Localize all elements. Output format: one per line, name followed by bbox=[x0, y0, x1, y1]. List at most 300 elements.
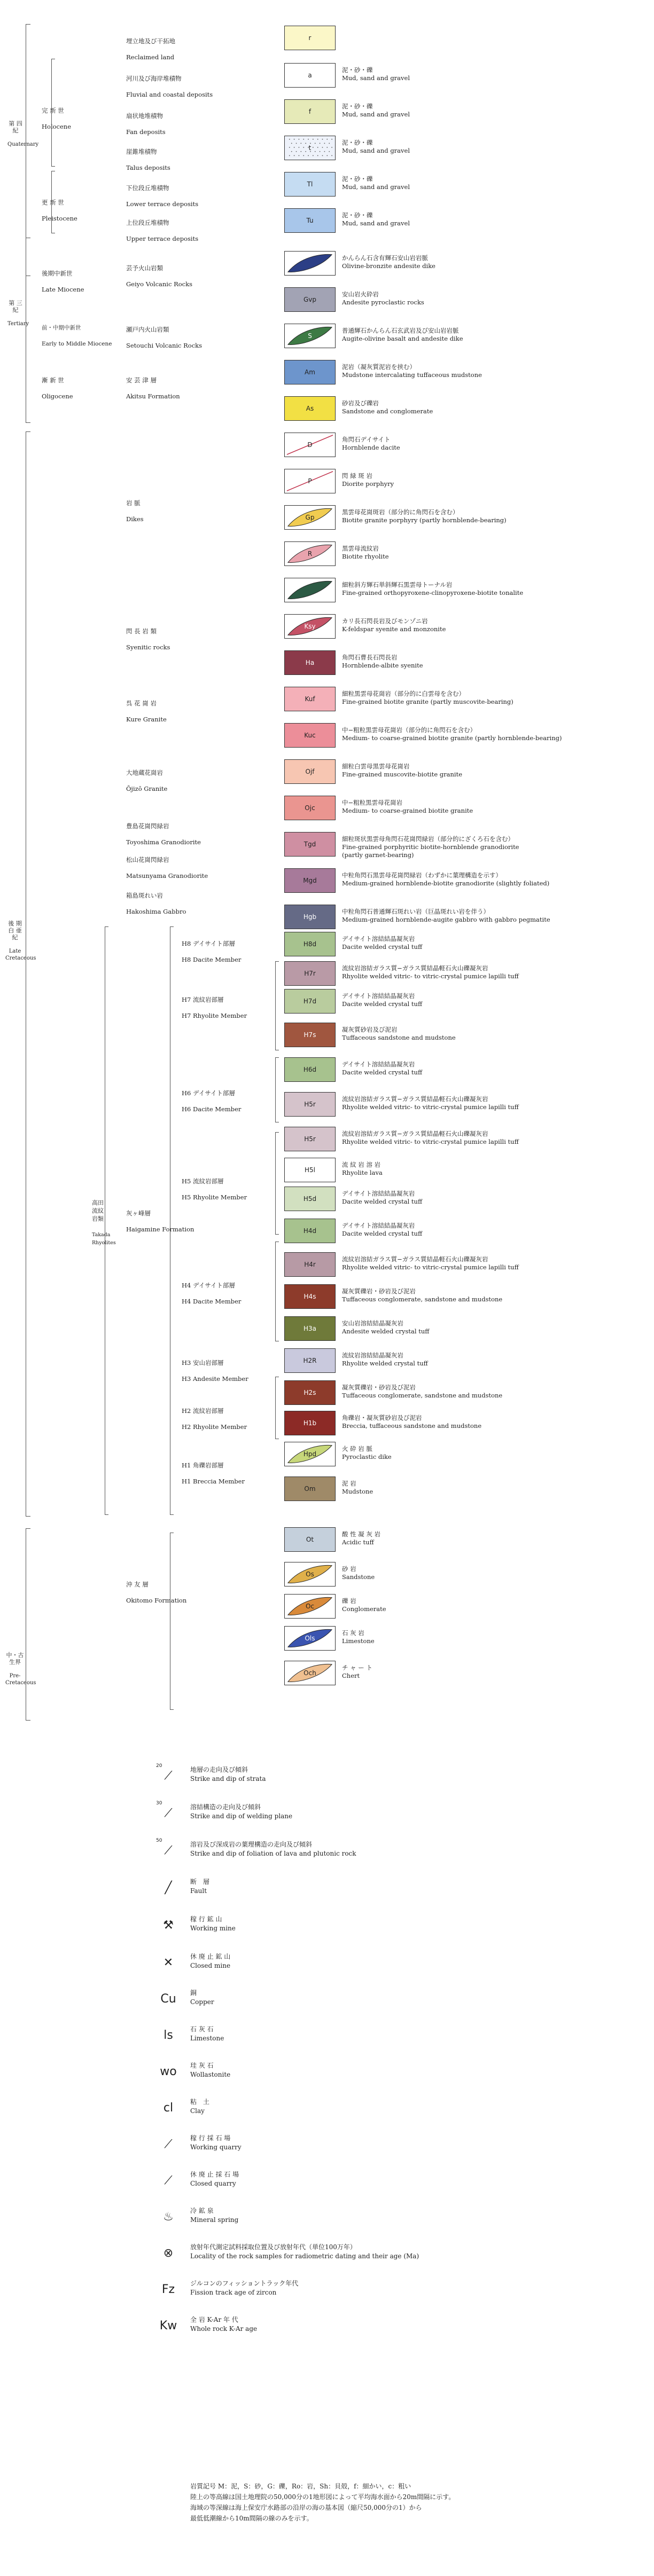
unit-code: H4r bbox=[304, 1261, 316, 1268]
unit-code: H1b bbox=[303, 1419, 317, 1427]
unit-desc-ja: 黒雲母流紋岩 bbox=[342, 545, 379, 552]
unit-swatch bbox=[284, 1252, 336, 1277]
group-akitsu bbox=[126, 368, 180, 409]
unit-swatch bbox=[284, 360, 336, 384]
unit-code: H4s bbox=[303, 1293, 316, 1300]
symbol-glyph: ✕ bbox=[163, 1955, 174, 1969]
unit-swatch bbox=[284, 396, 336, 421]
unit-code: Kuf bbox=[305, 695, 315, 703]
unit-description bbox=[342, 799, 641, 815]
symbol-glyph: cl bbox=[163, 2101, 174, 2115]
epoch-en: Pleistocene bbox=[42, 215, 77, 222]
copper-icon bbox=[155, 1985, 182, 2012]
era-en: Quaternary bbox=[7, 142, 39, 147]
unit-desc-ja: 泥・砂・礫 bbox=[342, 139, 373, 146]
unit-desc-ja: 細粒斜方輝石単斜輝石黒雲母トーナル岩 bbox=[342, 581, 453, 588]
group-syenitic bbox=[126, 619, 170, 659]
unit-desc-ja: 泥岩（凝灰質泥岩を挟む） bbox=[342, 363, 416, 371]
unit-description bbox=[342, 964, 641, 980]
unit-description bbox=[342, 1222, 641, 1238]
unit-code: As bbox=[306, 405, 314, 412]
group-en: Kure Granite bbox=[126, 716, 167, 723]
symbol-ja: 断 層 bbox=[190, 1878, 210, 1886]
unit-code: P bbox=[308, 477, 312, 485]
symbol-en: Closed mine bbox=[190, 1962, 231, 1969]
map-symbol-row bbox=[155, 1874, 604, 1906]
unit-swatch bbox=[284, 650, 336, 675]
unit-desc-ja: かんらん石含有輝石安山岩岩脈 bbox=[342, 254, 428, 262]
unit-desc-ja: 泥・砂・礫 bbox=[342, 211, 373, 219]
unit-ja: 扇状地堆積物 bbox=[126, 112, 163, 120]
symbol-description bbox=[190, 2315, 257, 2334]
symbol-glyph: ls bbox=[164, 2028, 173, 2042]
unit-swatch bbox=[284, 1380, 336, 1405]
group-geiyo bbox=[126, 256, 192, 296]
era-label-tertiary bbox=[7, 293, 29, 334]
epoch-ja: 漸 新 世 bbox=[42, 376, 64, 384]
unit-swatch bbox=[284, 1661, 336, 1685]
era-ja: 中・古生界 bbox=[6, 1652, 24, 1666]
unit-description bbox=[342, 1445, 641, 1461]
dike-lens-icon bbox=[285, 252, 335, 275]
unit-desc-en: Fine-grained biotite granite (partly muscovite-bearing) bbox=[342, 698, 513, 705]
map-symbol-row bbox=[155, 2022, 604, 2054]
unit-description bbox=[342, 436, 641, 452]
symbol-description bbox=[190, 2134, 242, 2152]
group-ja: 芸予火山岩類 bbox=[126, 264, 163, 272]
unit-description bbox=[342, 1026, 641, 1042]
unit-desc-ja: 中−粗粒黒雲母花崗岩 bbox=[342, 799, 403, 806]
symbol-glyph: ⟋ bbox=[164, 1769, 173, 1782]
unit-code: H7r bbox=[304, 970, 316, 977]
unit-desc-ja: 流紋岩溶結ガラス質−ガラス質結晶軽石火山礫凝灰岩 bbox=[342, 964, 488, 972]
epoch-oligocene bbox=[42, 368, 73, 409]
unit-swatch bbox=[284, 172, 336, 197]
unit-description bbox=[342, 175, 641, 191]
epoch-early-middle-miocene bbox=[42, 316, 112, 356]
member-bracket-h5 bbox=[275, 1132, 279, 1235]
unit-code: Gp bbox=[305, 514, 315, 521]
unit-code: H6d bbox=[303, 1066, 317, 1073]
symbol-en: Clay bbox=[190, 2107, 205, 2115]
group-ja: 沖 友 層 bbox=[126, 1581, 149, 1588]
symbol-glyph: ⊗ bbox=[163, 2246, 174, 2260]
unit-desc-ja: 中粒角閃石黒雲母花崗閃緑岩（わずかに葉理構造を示す） bbox=[342, 871, 502, 879]
unit-desc-en: Mud, sand and gravel bbox=[342, 219, 410, 227]
unit-description bbox=[342, 726, 641, 742]
unit-desc-ja: チ ャ ー ト bbox=[342, 1664, 372, 1671]
unit-desc-en: Diorite porphyry bbox=[342, 480, 394, 488]
era-bracket-late-cretaceous bbox=[26, 431, 30, 1517]
unit-en: Fluvial and coastal deposits bbox=[126, 91, 213, 98]
unit-desc-en: Hornblende-albite syenite bbox=[342, 662, 423, 669]
unit-swatch bbox=[284, 251, 336, 276]
group-en: Akitsu Formation bbox=[126, 392, 180, 400]
unit-desc-ja: 泥 岩 bbox=[342, 1480, 356, 1487]
member-h6 bbox=[182, 1081, 241, 1121]
unit-description bbox=[342, 1352, 641, 1368]
unit-en: Talus deposits bbox=[126, 164, 170, 171]
group-ja: 呉 花 崗 岩 bbox=[126, 700, 157, 707]
symbol-glyph: ⟋ bbox=[164, 1806, 173, 1820]
unit-desc-en: Chert bbox=[342, 1672, 360, 1679]
unit-desc-ja: 泥・砂・礫 bbox=[342, 66, 373, 74]
member-bracket-h6 bbox=[275, 1057, 279, 1122]
map-symbol-row bbox=[155, 1985, 604, 2017]
unit-swatch bbox=[284, 614, 336, 639]
unit-code: H2R bbox=[303, 1357, 317, 1364]
epoch-ja: 完 新 世 bbox=[42, 107, 64, 114]
unit-code: Ot bbox=[306, 1536, 314, 1543]
map-symbol-row bbox=[155, 2312, 604, 2344]
k-ar-age-icon bbox=[155, 2312, 182, 2339]
unit-name-upper-terrace bbox=[126, 211, 198, 251]
unit-desc-ja: 石 灰 岩 bbox=[342, 1629, 364, 1637]
symbol-glyph: Kw bbox=[159, 2319, 177, 2332]
unit-desc-en: Medium- to coarse-grained biotite granite bbox=[342, 807, 473, 814]
unit-desc-ja: 安山岩溶結結晶凝灰岩 bbox=[342, 1320, 403, 1327]
unit-swatch bbox=[284, 1626, 336, 1651]
strike-dip-icon bbox=[155, 1762, 182, 1789]
map-symbol-row bbox=[155, 2240, 604, 2272]
group-en: Matsunyama Granodiorite bbox=[126, 872, 208, 879]
unit-desc-en: Biotite rhyolite bbox=[342, 553, 389, 560]
epoch-pleistocene bbox=[42, 191, 77, 231]
unit-desc-en: Pyroclastic dike bbox=[342, 1453, 392, 1460]
unit-desc-en: Conglomerate bbox=[342, 1605, 386, 1613]
unit-desc-ja: 角閃石デイサイト bbox=[342, 436, 391, 443]
unit-swatch bbox=[284, 796, 336, 820]
symbol-en: Copper bbox=[190, 1998, 214, 2006]
member-bracket-h2 bbox=[275, 1377, 279, 1439]
member-ja: H5 流紋岩部層 bbox=[182, 1177, 224, 1185]
unit-swatch bbox=[284, 1092, 336, 1117]
unit-name-fan bbox=[126, 104, 166, 144]
group-ja: 箱島斑れい岩 bbox=[126, 892, 163, 899]
unit-code: Ojf bbox=[305, 768, 315, 775]
unit-desc-ja: 細粒白雲母黒雲母花崗岩 bbox=[342, 763, 410, 770]
unit-code: Och bbox=[303, 1669, 316, 1677]
symbol-ja: 粘 土 bbox=[190, 2098, 210, 2106]
symbol-en: Working quarry bbox=[190, 2143, 242, 2151]
unit-code: R bbox=[307, 550, 313, 557]
symbol-ja: 冷 鉱 泉 bbox=[190, 2207, 214, 2214]
symbol-description bbox=[190, 2098, 209, 2116]
unit-desc-en: Hornblende dacite bbox=[342, 444, 400, 451]
unit-code: S bbox=[308, 332, 312, 340]
symbol-en: Fault bbox=[190, 1887, 207, 1895]
unit-swatch bbox=[284, 1158, 336, 1182]
unit-en: Fan deposits bbox=[126, 128, 166, 136]
symbol-dip-value: 50 bbox=[156, 1838, 162, 1843]
legend-notes: 岩質記号 M：泥，S：砂，G：礫，Ro：岩，Sh：貝殻，f：細かい，c：粗い 陸上の等高線は国土地理院の50,000分の1地形図によって平均海水面から20m間隔に示す。 海域の等深線は海上保安庁水路部の沿岸の海の基本図（縮尺50,000分の1）から 最低低潮線から10m間隔の線のみを示す。 bbox=[190, 2483, 455, 2522]
unit-desc-en: Rhyolite lava bbox=[342, 1169, 383, 1176]
unit-ja: 下位段丘堆積物 bbox=[126, 184, 169, 192]
symbol-glyph: Fz bbox=[161, 2282, 175, 2296]
unit-desc-en: Mudstone intercalating tuffaceous mudstone bbox=[342, 371, 482, 379]
unit-desc-ja: 泥・砂・礫 bbox=[342, 175, 373, 183]
unit-code: Kuc bbox=[304, 732, 316, 739]
map-symbol-row bbox=[155, 2094, 604, 2126]
unit-swatch bbox=[284, 832, 336, 857]
epoch-bracket-pleistocene bbox=[51, 171, 55, 233]
mineral-spring-icon bbox=[155, 2203, 182, 2230]
fission-track-icon bbox=[155, 2276, 182, 2303]
symbol-en: Mineral spring bbox=[190, 2216, 239, 2224]
unit-description bbox=[342, 1255, 641, 1271]
unit-desc-en: Dacite welded crystal tuff bbox=[342, 1198, 423, 1205]
unit-desc-en: Tuffaceous conglomerate, sandstone and mudstone bbox=[342, 1295, 503, 1303]
unit-desc-ja: デイサイト溶結結晶凝灰岩 bbox=[342, 992, 415, 1000]
epoch-holocene bbox=[42, 99, 71, 139]
unit-description bbox=[342, 1130, 641, 1146]
unit-desc-en: Mud, sand and gravel bbox=[342, 74, 410, 82]
unit-description bbox=[342, 1161, 641, 1177]
symbol-ja: 稼 行 鉱 山 bbox=[190, 1915, 222, 1923]
symbol-ja: 溶結構造の走向及び傾斜 bbox=[190, 1803, 261, 1811]
map-symbol-row bbox=[155, 2131, 604, 2163]
unit-swatch bbox=[284, 1527, 336, 1552]
unit-swatch bbox=[284, 1023, 336, 1047]
fault-icon bbox=[155, 1874, 182, 1901]
symbol-description bbox=[190, 1952, 230, 1970]
unit-swatch bbox=[284, 1219, 336, 1243]
unit-description bbox=[342, 835, 641, 859]
member-h2 bbox=[182, 1399, 247, 1439]
unit-desc-en: Acidic tuff bbox=[342, 1538, 374, 1546]
unit-swatch bbox=[284, 287, 336, 312]
unit-desc-en: Biotite granite porphyry (partly hornblende-bearing) bbox=[342, 516, 507, 524]
symbol-glyph: ⟋ bbox=[164, 2137, 173, 2151]
symbol-description bbox=[190, 2170, 239, 2188]
unit-description bbox=[342, 254, 641, 270]
group-matsunyama bbox=[126, 848, 208, 888]
group-ja: 瀬戸内火山岩類 bbox=[126, 326, 169, 333]
member-h8 bbox=[182, 932, 241, 972]
unit-code: H7s bbox=[303, 1031, 316, 1039]
epoch-en: Takada Rhyolites bbox=[92, 1232, 116, 1246]
unit-desc-ja: 流紋岩溶結結晶凝灰岩 bbox=[342, 1352, 403, 1359]
unit-desc-en: Medium-grained hornblende-biotite granodiorite (slightly foliated) bbox=[342, 879, 550, 887]
epoch-ja: 前・中期中新世 bbox=[42, 325, 81, 331]
unit-description bbox=[342, 1480, 641, 1496]
unit-desc-ja: 凝灰質礫岩・砂岩及び泥岩 bbox=[342, 1384, 416, 1391]
unit-desc-en: Dacite welded crystal tuff bbox=[342, 1069, 423, 1076]
unit-desc-ja: 流紋岩溶結ガラス質−ガラス質結晶軽石火山礫凝灰岩 bbox=[342, 1255, 488, 1263]
group-ja: 閃 長 岩 類 bbox=[126, 627, 157, 635]
map-symbol-row bbox=[155, 1912, 604, 1944]
symbol-glyph: ♨ bbox=[163, 2210, 174, 2224]
unit-name-reclaimed bbox=[126, 29, 175, 69]
group-ja: 大地蔵花崗岩 bbox=[126, 769, 163, 776]
unit-desc-ja: 閃 緑 斑 岩 bbox=[342, 472, 372, 480]
unit-code: Ha bbox=[305, 659, 315, 666]
unit-desc-ja: 礫 岩 bbox=[342, 1597, 356, 1605]
group-okitomo bbox=[126, 1573, 186, 1613]
unit-desc-ja: 火 砕 岩 脈 bbox=[342, 1445, 372, 1452]
unit-code: Tl bbox=[307, 180, 313, 188]
unit-description bbox=[342, 1414, 641, 1430]
era-label-pre-cretaceous bbox=[5, 1645, 36, 1693]
symbol-description bbox=[190, 2061, 230, 2079]
symbol-description bbox=[190, 1989, 214, 2007]
unit-desc-ja: 中−粗粒黒雲母花崗岩（部分的に角閃石を含む） bbox=[342, 726, 477, 734]
unit-desc-ja: 流紋岩溶結ガラス質−ガラス質結晶軽石火山礫凝灰岩 bbox=[342, 1130, 488, 1137]
group-en: Ōjizō Granite bbox=[126, 785, 168, 792]
unit-desc-ja: カリ長石閃長岩及びモンゾニ岩 bbox=[342, 617, 428, 625]
unit-description bbox=[342, 763, 641, 779]
unit-swatch bbox=[284, 868, 336, 893]
symbol-description bbox=[190, 1915, 236, 1933]
symbol-en: Strike and dip of foliation of lava and plutonic rock bbox=[190, 1850, 356, 1857]
symbol-ja: 放射年代測定試料採取位置及び放射年代（単位100万年） bbox=[190, 2243, 356, 2251]
unit-description bbox=[342, 871, 641, 888]
symbol-ja: 銅 bbox=[190, 1989, 197, 1997]
unit-code: H5r bbox=[304, 1135, 316, 1143]
unit-description bbox=[342, 617, 641, 633]
unit-swatch bbox=[284, 578, 336, 602]
unit-description bbox=[342, 508, 641, 524]
unit-desc-en: Dacite welded crystal tuff bbox=[342, 1230, 423, 1237]
group-en: Syenitic rocks bbox=[126, 643, 170, 651]
unit-swatch bbox=[284, 541, 336, 566]
unit-description bbox=[342, 399, 641, 415]
working-mine-icon bbox=[155, 1912, 182, 1938]
epoch-en: Holocene bbox=[42, 123, 72, 130]
working-quarry-icon bbox=[155, 2131, 182, 2157]
symbol-ja: ジルコンのフィッショントラック年代 bbox=[190, 2280, 299, 2287]
group-bracket-haigamine bbox=[170, 926, 174, 1515]
unit-description bbox=[342, 363, 641, 379]
unit-description bbox=[342, 992, 641, 1008]
era-bracket-tertiary bbox=[26, 238, 30, 423]
group-en: Geiyo Volcanic Rocks bbox=[126, 280, 192, 288]
unit-desc-en: Dacite welded crystal tuff bbox=[342, 943, 423, 951]
unit-swatch bbox=[284, 1562, 336, 1587]
unit-description bbox=[342, 1095, 641, 1111]
unit-swatch bbox=[284, 905, 336, 929]
unit-desc-en: Mud, sand and gravel bbox=[342, 147, 410, 154]
member-bracket-h7 bbox=[275, 961, 279, 1050]
unit-swatch bbox=[284, 759, 336, 784]
member-h5 bbox=[182, 1169, 247, 1210]
epoch-en: Late Miocene bbox=[42, 286, 84, 293]
unit-desc-ja: 細粒斑状黒雲母角閃石花崗閃緑岩（部分的にざくろ石を含む） bbox=[342, 835, 514, 843]
epoch-late-miocene bbox=[42, 262, 84, 302]
unit-desc-ja: 流 紋 岩 溶 岩 bbox=[342, 1161, 381, 1168]
symbol-dip-value: 20 bbox=[156, 1763, 162, 1769]
symbol-ja: 全 岩 K-Ar 年 代 bbox=[190, 2316, 238, 2323]
era-en: Pre-Cretaceous bbox=[5, 1673, 36, 1686]
unit-ja: 上位段丘堆積物 bbox=[126, 219, 169, 226]
unit-desc-ja: 中粒角閃石普通輝石斑れい岩（巨晶斑れい岩を伴う） bbox=[342, 908, 489, 915]
member-en: H1 Breccia Member bbox=[182, 1478, 245, 1485]
unit-code: H5l bbox=[305, 1166, 315, 1174]
unit-ja: 崖錐堆積物 bbox=[126, 148, 157, 155]
era-label-quaternary bbox=[7, 113, 39, 155]
unit-desc-en: Limestone bbox=[342, 1637, 375, 1645]
unit-swatch bbox=[284, 723, 336, 748]
unit-swatch bbox=[284, 469, 336, 493]
symbol-description bbox=[190, 2279, 298, 2297]
unit-code: H7d bbox=[303, 998, 317, 1005]
group-ja: 灰ヶ峰層 bbox=[126, 1210, 151, 1217]
map-symbol-row bbox=[155, 2167, 604, 2199]
unit-desc-en: Fine-grained muscovite-biotite granite bbox=[342, 771, 463, 778]
unit-code: Ols bbox=[305, 1635, 315, 1642]
unit-description bbox=[342, 908, 641, 924]
symbol-en: Limestone bbox=[190, 2035, 224, 2042]
unit-desc-en: Fine-grained orthopyroxene-clinopyroxene-biotite tonalite bbox=[342, 589, 524, 596]
member-en: H5 Rhyolite Member bbox=[182, 1193, 247, 1201]
unit-description bbox=[342, 1287, 641, 1303]
unit-description bbox=[342, 1597, 641, 1613]
unit-desc-ja: 安山岩火砕岩 bbox=[342, 290, 379, 298]
unit-desc-en: Mud, sand and gravel bbox=[342, 111, 410, 118]
member-ja: H1 角礫岩部層 bbox=[182, 1462, 224, 1469]
member-h7 bbox=[182, 988, 247, 1028]
epoch-ja: 更 新 世 bbox=[42, 199, 64, 206]
unit-ja: 埋立地及び干拓地 bbox=[126, 37, 175, 45]
member-h3 bbox=[182, 1351, 248, 1391]
map-symbol-row bbox=[155, 1800, 604, 1832]
era-ja: 第 四 紀 bbox=[9, 120, 22, 134]
member-ja: H6 デイサイト部層 bbox=[182, 1089, 235, 1097]
unit-swatch bbox=[284, 1348, 336, 1373]
member-ja: H8 デイサイト部層 bbox=[182, 940, 235, 947]
unit-desc-en: Rhyolite welded vitric- to vitric-crystal pumice lapilli tuff bbox=[342, 1103, 519, 1111]
member-en: H4 Dacite Member bbox=[182, 1298, 242, 1305]
symbol-ja: 休 廃 止 採 石 場 bbox=[190, 2171, 239, 2178]
unit-desc-ja: 凝灰質礫岩・砂岩及び泥岩 bbox=[342, 1287, 416, 1295]
unit-code: Tu bbox=[306, 217, 314, 224]
unit-code: Tgd bbox=[303, 841, 316, 848]
unit-code: Hgb bbox=[303, 913, 317, 921]
unit-swatch bbox=[284, 961, 336, 986]
member-h4 bbox=[182, 1274, 241, 1314]
unit-swatch bbox=[284, 1594, 336, 1619]
wollastonite-icon bbox=[155, 2058, 182, 2085]
unit-swatch bbox=[284, 1316, 336, 1341]
unit-code: H2s bbox=[303, 1389, 316, 1396]
symbol-description bbox=[190, 2243, 419, 2261]
unit-desc-en: Fine-grained porphyritic biotite-hornblende granodiorite (partly garnet-bearing) bbox=[342, 843, 519, 859]
unit-desc-ja: 黒雲母花崗斑岩（部分的に角閃石を含む） bbox=[342, 508, 459, 516]
symbol-description bbox=[190, 1765, 266, 1784]
unit-description bbox=[342, 581, 641, 597]
symbol-glyph: wo bbox=[160, 2064, 177, 2078]
unit-desc-ja: 角礫岩・凝灰質砂岩及び泥岩 bbox=[342, 1414, 422, 1421]
group-dikes bbox=[126, 491, 144, 531]
unit-description bbox=[342, 290, 641, 307]
symbol-glyph: ⚒ bbox=[163, 1918, 174, 1932]
map-symbol-row bbox=[155, 2203, 604, 2235]
symbol-en: Strike and dip of strata bbox=[190, 1775, 266, 1782]
unit-swatch bbox=[284, 324, 336, 348]
unit-desc-ja: 普通輝石かんらん石玄武岩及び安山岩岩脈 bbox=[342, 327, 459, 334]
unit-code: a bbox=[308, 72, 312, 79]
symbol-en: Closed quarry bbox=[190, 2180, 236, 2187]
unit-description bbox=[342, 545, 641, 561]
epoch-en: Early to Middle Miocene bbox=[42, 341, 112, 347]
unit-swatch bbox=[284, 208, 336, 233]
group-hakoshima bbox=[126, 884, 186, 924]
symbol-ja: 地層の走向及び傾斜 bbox=[190, 1766, 248, 1773]
closed-quarry-icon bbox=[155, 2167, 182, 2194]
symbol-glyph: Cu bbox=[160, 1992, 176, 2006]
member-en: H3 Andesite Member bbox=[182, 1375, 248, 1383]
unit-desc-en: Tuffaceous sandstone and mudstone bbox=[342, 1034, 456, 1041]
